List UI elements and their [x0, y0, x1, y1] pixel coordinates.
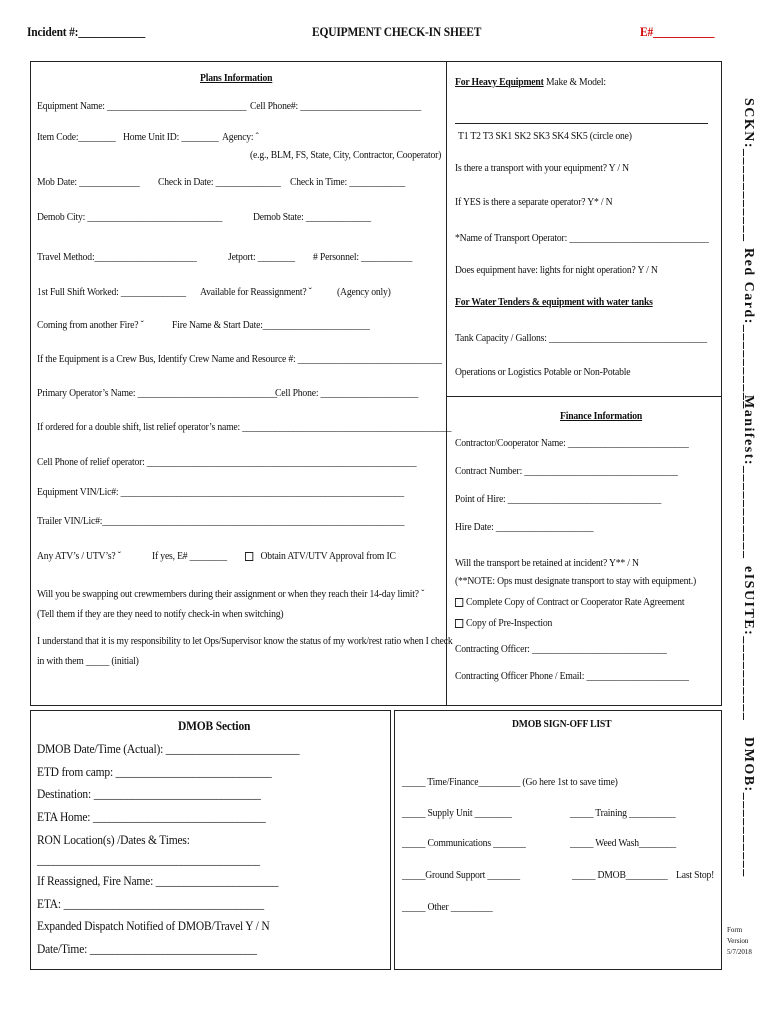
item-code-field[interactable]: Item Code:________ [37, 132, 116, 143]
demob-city-field[interactable]: Demob City: _____________________________ [37, 212, 223, 223]
checkbox-icon[interactable] [455, 598, 463, 607]
form-version [727, 925, 752, 958]
check-in-time-field[interactable]: Check in Time: ____________ [290, 177, 405, 188]
finance-divider [446, 396, 722, 397]
version-label: Version [727, 937, 749, 945]
point-of-hire-field[interactable]: Point of Hire: _________________________________ [455, 494, 662, 505]
dmob-date-time-2-field[interactable]: Date/Time: ______________________________ [37, 942, 257, 956]
sckn-field[interactable]: SCKN:___________ [741, 98, 756, 243]
etd-field[interactable]: ETD from camp: ____________________________ [37, 765, 272, 779]
equipment-vin-field[interactable]: Equipment VIN/Lic#: _____________________________________________________________ [37, 487, 405, 498]
weed-wash-field[interactable]: _____ Weed Wash________ [570, 838, 677, 849]
communications-field[interactable]: _____ Communications _______ [402, 838, 526, 849]
check-in-date-field[interactable]: Check in Date: ______________ [158, 177, 281, 188]
supply-unit-field[interactable]: _____ Supply Unit ________ [402, 808, 512, 819]
expanded-dispatch-question[interactable]: Expanded Dispatch Notified of DMOB/Travel Y / N [37, 919, 270, 933]
swap-crew-note: (Tell them if they are they need to notify check-in when switching) [37, 609, 284, 620]
jetport-field[interactable]: Jetport: ________ [228, 252, 295, 263]
version-date: 5/7/2018 [727, 948, 752, 956]
manifest-field[interactable]: Manifest:___________ [741, 395, 756, 560]
pre-inspection-label: Copy of Pre-Inspection [466, 618, 553, 629]
primary-operator-field[interactable]: Primary Operator’s Name: ______________________________ [37, 388, 278, 399]
dmob-date-time-field[interactable]: DMOB Date/Time (Actual): ________________________ [37, 742, 300, 756]
night-lights-question[interactable]: Does equipment have: lights for night operation? Y / N [455, 265, 658, 276]
last-stop-note: Last Stop! [676, 870, 715, 881]
e-number[interactable]: E#___________ [640, 25, 715, 39]
eta-home-field[interactable]: ETA Home: _______________________________ [37, 810, 266, 824]
transport-operator-field[interactable]: *Name of Transport Operator: ______________________________ [455, 233, 709, 244]
dmob-signoff-field[interactable]: _____ DMOB_________ [572, 870, 668, 881]
trailer-vin-field[interactable]: Trailer VIN/Lic#:_________________________________________________________________ [37, 516, 405, 527]
pre-inspection-checkbox[interactable] [455, 618, 552, 629]
other-field[interactable]: _____ Other _________ [402, 902, 493, 913]
checkbox-icon[interactable] [455, 619, 463, 628]
dmob-heading: DMOB Section [178, 719, 251, 733]
fire-name-field[interactable]: Fire Name & Start Date:_______________________ [172, 320, 370, 331]
contract-copy-checkbox[interactable] [455, 597, 684, 608]
another-fire-dropdown[interactable]: Coming from another Fire? ˇ [37, 320, 144, 331]
ron-label: RON Location(s) /Dates & Times: [37, 833, 190, 847]
work-rest-initial-field[interactable]: in with them _____ (initial) [37, 656, 139, 667]
demob-state-field[interactable]: Demob State: ______________ [253, 212, 371, 223]
heavy-equipment-heading: For Heavy Equipment [455, 77, 544, 88]
finance-heading: Finance Information [560, 411, 643, 422]
water-tenders-heading: For Water Tenders & equipment with water tanks [455, 297, 653, 308]
make-model-line [455, 123, 708, 124]
cell-phone-field[interactable]: Cell Phone#: __________________________ [250, 101, 422, 112]
crew-bus-field[interactable]: If the Equipment is a Crew Bus, Identify Crew Name and Resource #: _______________________________ [37, 354, 442, 365]
separate-operator-question[interactable]: If YES is there a separate operator? Y* / N [455, 197, 613, 208]
ground-support-field[interactable]: _____Ground Support _______ [402, 870, 520, 881]
atv-approval-checkbox[interactable] [245, 551, 396, 562]
dmob-sidebar-field[interactable]: DMOB:__________ [741, 737, 756, 878]
ron-field[interactable]: ________________________________________ [37, 853, 260, 867]
equipment-name-field[interactable]: Equipment Name: ______________________________ [37, 101, 247, 112]
officer-phone-field[interactable]: Contracting Officer Phone / Email: ______________________ [455, 671, 689, 682]
relief-operator-field[interactable]: If ordered for a double shift, list relief operator’s name: _____________________________________________ [37, 422, 452, 433]
work-rest-statement: I understand that it is my responsibility to let Ops/Supervisor know the status of my work/rest ratio when I check [37, 636, 453, 647]
travel-method-field[interactable]: Travel Method:______________________ [37, 252, 197, 263]
home-unit-field[interactable]: Home Unit ID: ________ [123, 132, 219, 143]
primary-cell-field[interactable]: Cell Phone: _____________________ [275, 388, 419, 399]
tank-capacity-field[interactable]: Tank Capacity / Gallons: __________________________________ [455, 333, 707, 344]
personnel-field[interactable]: # Personnel: ___________ [313, 252, 413, 263]
page-title: EQUIPMENT CHECK-IN SHEET [312, 25, 482, 39]
atv-approval-label: Obtain ATV/UTV Approval from IC [260, 551, 396, 562]
transport-retained-question[interactable]: Will the transport be retained at incident? Y** / N [455, 558, 639, 569]
red-card-field[interactable]: Red Card:__________ [741, 248, 756, 410]
reassignment-dropdown[interactable]: Available for Reassignment? ˇ [200, 287, 312, 298]
eisuite-field[interactable]: eISUITE:__________ [741, 566, 756, 722]
training-field[interactable]: _____ Training __________ [570, 808, 676, 819]
contract-copy-label: Complete Copy of Contract or Cooperator Rate Agreement [466, 597, 685, 608]
mob-date-field[interactable]: Mob Date: _____________ [37, 177, 140, 188]
eta-field[interactable]: ETA: ____________________________________ [37, 897, 264, 911]
contract-number-field[interactable]: Contract Number: _________________________________ [455, 466, 678, 477]
contracting-officer-field[interactable]: Contracting Officer: _____________________________ [455, 644, 667, 655]
reassigned-fire-field[interactable]: If Reassigned, Fire Name: ______________________ [37, 874, 279, 888]
transport-note: (**NOTE: Ops must designate transport to stay with equipment.) [455, 576, 697, 587]
checkbox-icon[interactable] [245, 552, 253, 561]
column-divider [446, 61, 447, 706]
time-finance-field[interactable]: _____ Time/Finance_________ (Go here 1st to save time) [402, 777, 618, 788]
plans-heading: Plans Information [200, 73, 273, 84]
agency-only-note: (Agency only) [337, 287, 391, 298]
incident-number[interactable]: Incident #:____________ [27, 25, 146, 39]
atv-e-number-field[interactable]: If yes, E# ________ [152, 551, 227, 562]
cooperator-name-field[interactable]: Contractor/Cooperator Name: __________________________ [455, 438, 689, 449]
destination-field[interactable]: Destination: ______________________________ [37, 787, 261, 801]
agency-hint: (e.g., BLM, FS, State, City, Contractor, Cooperator) [250, 150, 442, 161]
hire-date-field[interactable]: Hire Date: _____________________ [455, 522, 594, 533]
full-shift-field[interactable]: 1st Full Shift Worked: ______________ [37, 287, 186, 298]
operations-options[interactable]: Operations or Logistics Potable or Non-Potable [455, 367, 631, 378]
form-label: Form [727, 926, 743, 934]
atv-dropdown[interactable]: Any ATV’s / UTV’s? ˇ [37, 551, 121, 562]
signoff-heading: DMOB SIGN-OFF LIST [512, 719, 612, 730]
relief-cell-field[interactable]: Cell Phone of relief operator: __________________________________________________________ [37, 457, 417, 468]
agency-field[interactable]: Agency: ˆ [222, 132, 259, 143]
make-model-field[interactable]: Make & Model: [546, 77, 606, 88]
swap-crew-dropdown[interactable]: Will you be swapping out crewmembers during their assignment or when they reach their 14-day limit? ˇ [37, 589, 425, 600]
transport-question[interactable]: Is there a transport with your equipment? Y / N [455, 163, 629, 174]
equipment-type-options[interactable]: T1 T2 T3 SK1 SK2 SK3 SK4 SK5 (circle one) [458, 131, 632, 142]
